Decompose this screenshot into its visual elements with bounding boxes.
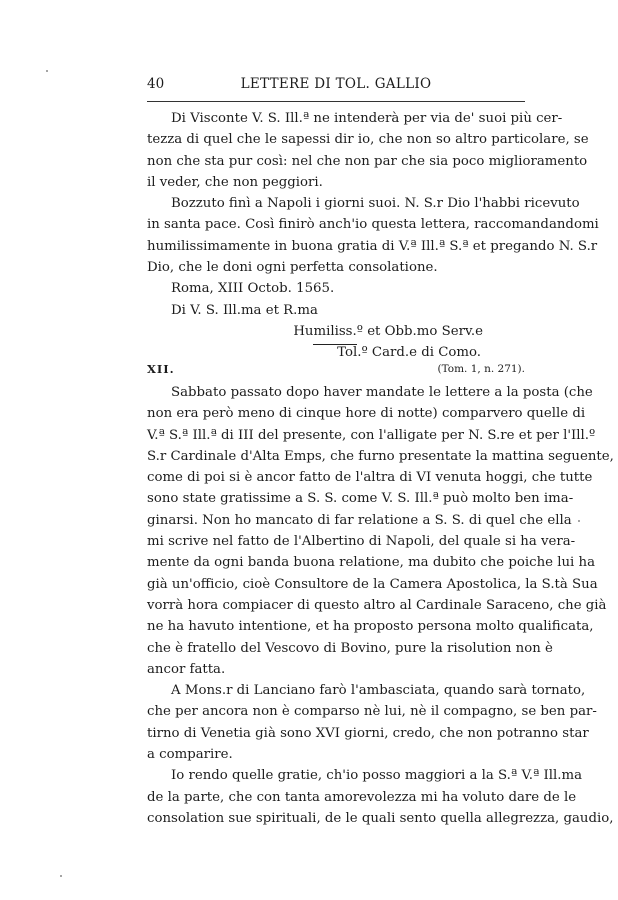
text-line: che è fratello del Vescovo di Bovino, pure la risolution non è <box>147 640 553 656</box>
closing-formula: Humiliss.º et Obb.mo Serv.e <box>293 323 483 339</box>
text-line: a comparire. <box>147 747 233 763</box>
text-line: sono state gratissime a S. S. come V. S. Ill.ª può molto ben ima- <box>147 491 574 507</box>
text-line: S.r Cardinale d'Alta Emps, che furno presentate la mattina seguente, <box>147 448 614 464</box>
salutation: Di V. S. Ill.ma et R.ma <box>171 302 318 318</box>
text-line: che per ancora non è comparso nè lui, nè il compagno, se ben par- <box>147 704 597 720</box>
letter-xii-heading <box>147 362 525 380</box>
text-line: Bozzuto finì a Napoli i giorni suoi. N. S.r Dio l'habbi ricevuto <box>171 196 580 212</box>
text-line: Sabbato passato dopo haver mandate le lettere a la posta (che <box>171 385 593 400</box>
text-line: A Mons.r di Lanciano farò l'ambasciata, quando sarà tornato, <box>171 683 586 699</box>
text-line: in santa pace. Così finirò anch'io questa lettera, raccomandandomi <box>147 217 599 233</box>
header-rule <box>147 101 525 102</box>
running-title: LETTERE DI TOL. GALLIO <box>240 76 432 92</box>
letter-number: XII. <box>147 362 175 376</box>
letter-xii-paragraph-3 <box>147 765 614 829</box>
running-head <box>147 76 525 96</box>
text-line: tezza di quel che le sapessi dir io, che non so altro particolare, se <box>147 132 589 148</box>
letter-xi-paragraph-1 <box>147 108 589 193</box>
text-line: ne ha havuto intentione, et ha proposto persona molto qualificata, <box>147 619 594 635</box>
text-line: V.ª S.ª Ill.ª di III del presente, con l'alligate per N. S.re et per l'Ill.º <box>147 427 596 443</box>
letter-separator <box>313 344 357 345</box>
text-line: ginarsi. Non ho mancato di far relatione a S. S. di quel che ella <box>147 512 572 528</box>
text-line: tirno di Venetia già sono XVI giorni, credo, che non potranno star <box>147 725 589 741</box>
source-reference: (Tom. 1, n. 271). <box>437 363 525 375</box>
text-line: vorrà hora compiacer di questo altro al Cardinale Saraceno, che già <box>147 597 607 613</box>
text-line: non che sta pur così: nel che non par che sia poco miglioramento <box>147 153 588 169</box>
signature: Tol.º Card.e di Como. <box>337 345 481 361</box>
letter-xii-paragraph-1 <box>147 382 614 680</box>
text-line: Di Visconte V. S. Ill.ª ne intenderà per via de' suoi più cer- <box>171 111 563 126</box>
text-line: mi scrive nel fatto de l'Albertino di Napoli, del quale si ha vera- <box>147 534 576 550</box>
text-line: Io rendo quelle gratie, ch'io posso maggiori a la S.ª V.ª Ill.ma <box>171 768 583 784</box>
dateline: Roma, XIII Octob. 1565. <box>171 281 335 297</box>
text-line: il veder, che non peggiori. <box>147 174 323 190</box>
letter-xi-paragraph-2 <box>147 193 599 278</box>
text-line: humilissimamente in buona gratia di V.ª Ill.ª S.ª et pregando N. S.r <box>147 238 598 254</box>
paper-speck <box>46 70 48 72</box>
paper-speck <box>578 520 580 522</box>
text-line: consolation sue spirituali, de le quali sento quella allegrezza, gaudio, <box>147 810 614 826</box>
letter-xi-body <box>147 108 599 364</box>
paper-speck <box>60 875 62 877</box>
text-line: ancor fatta. <box>147 661 226 677</box>
text-line: mente da ogni banda buona relatione, ma dubito che poiche lui ha <box>147 555 596 571</box>
text-line: come di poi si è ancor fatto de l'altra di VI venuta hoggi, che tutte <box>147 470 593 486</box>
text-line: Dio, che le doni ogni perfetta consolatione. <box>147 260 438 276</box>
text-line: già un'officio, cioè Consultore de la Camera Apostolica, la S.tà Sua <box>147 576 598 592</box>
text-line: de la parte, che con tanta amorevolezza mi ha voluto dare de le <box>147 789 577 805</box>
page-number: 40 <box>147 76 165 92</box>
text-line: non era però meno di cinque hore di notte) comparvero quelle di <box>147 406 586 422</box>
letter-xii-paragraph-2 <box>147 680 597 765</box>
letter-xii-body <box>147 382 614 829</box>
